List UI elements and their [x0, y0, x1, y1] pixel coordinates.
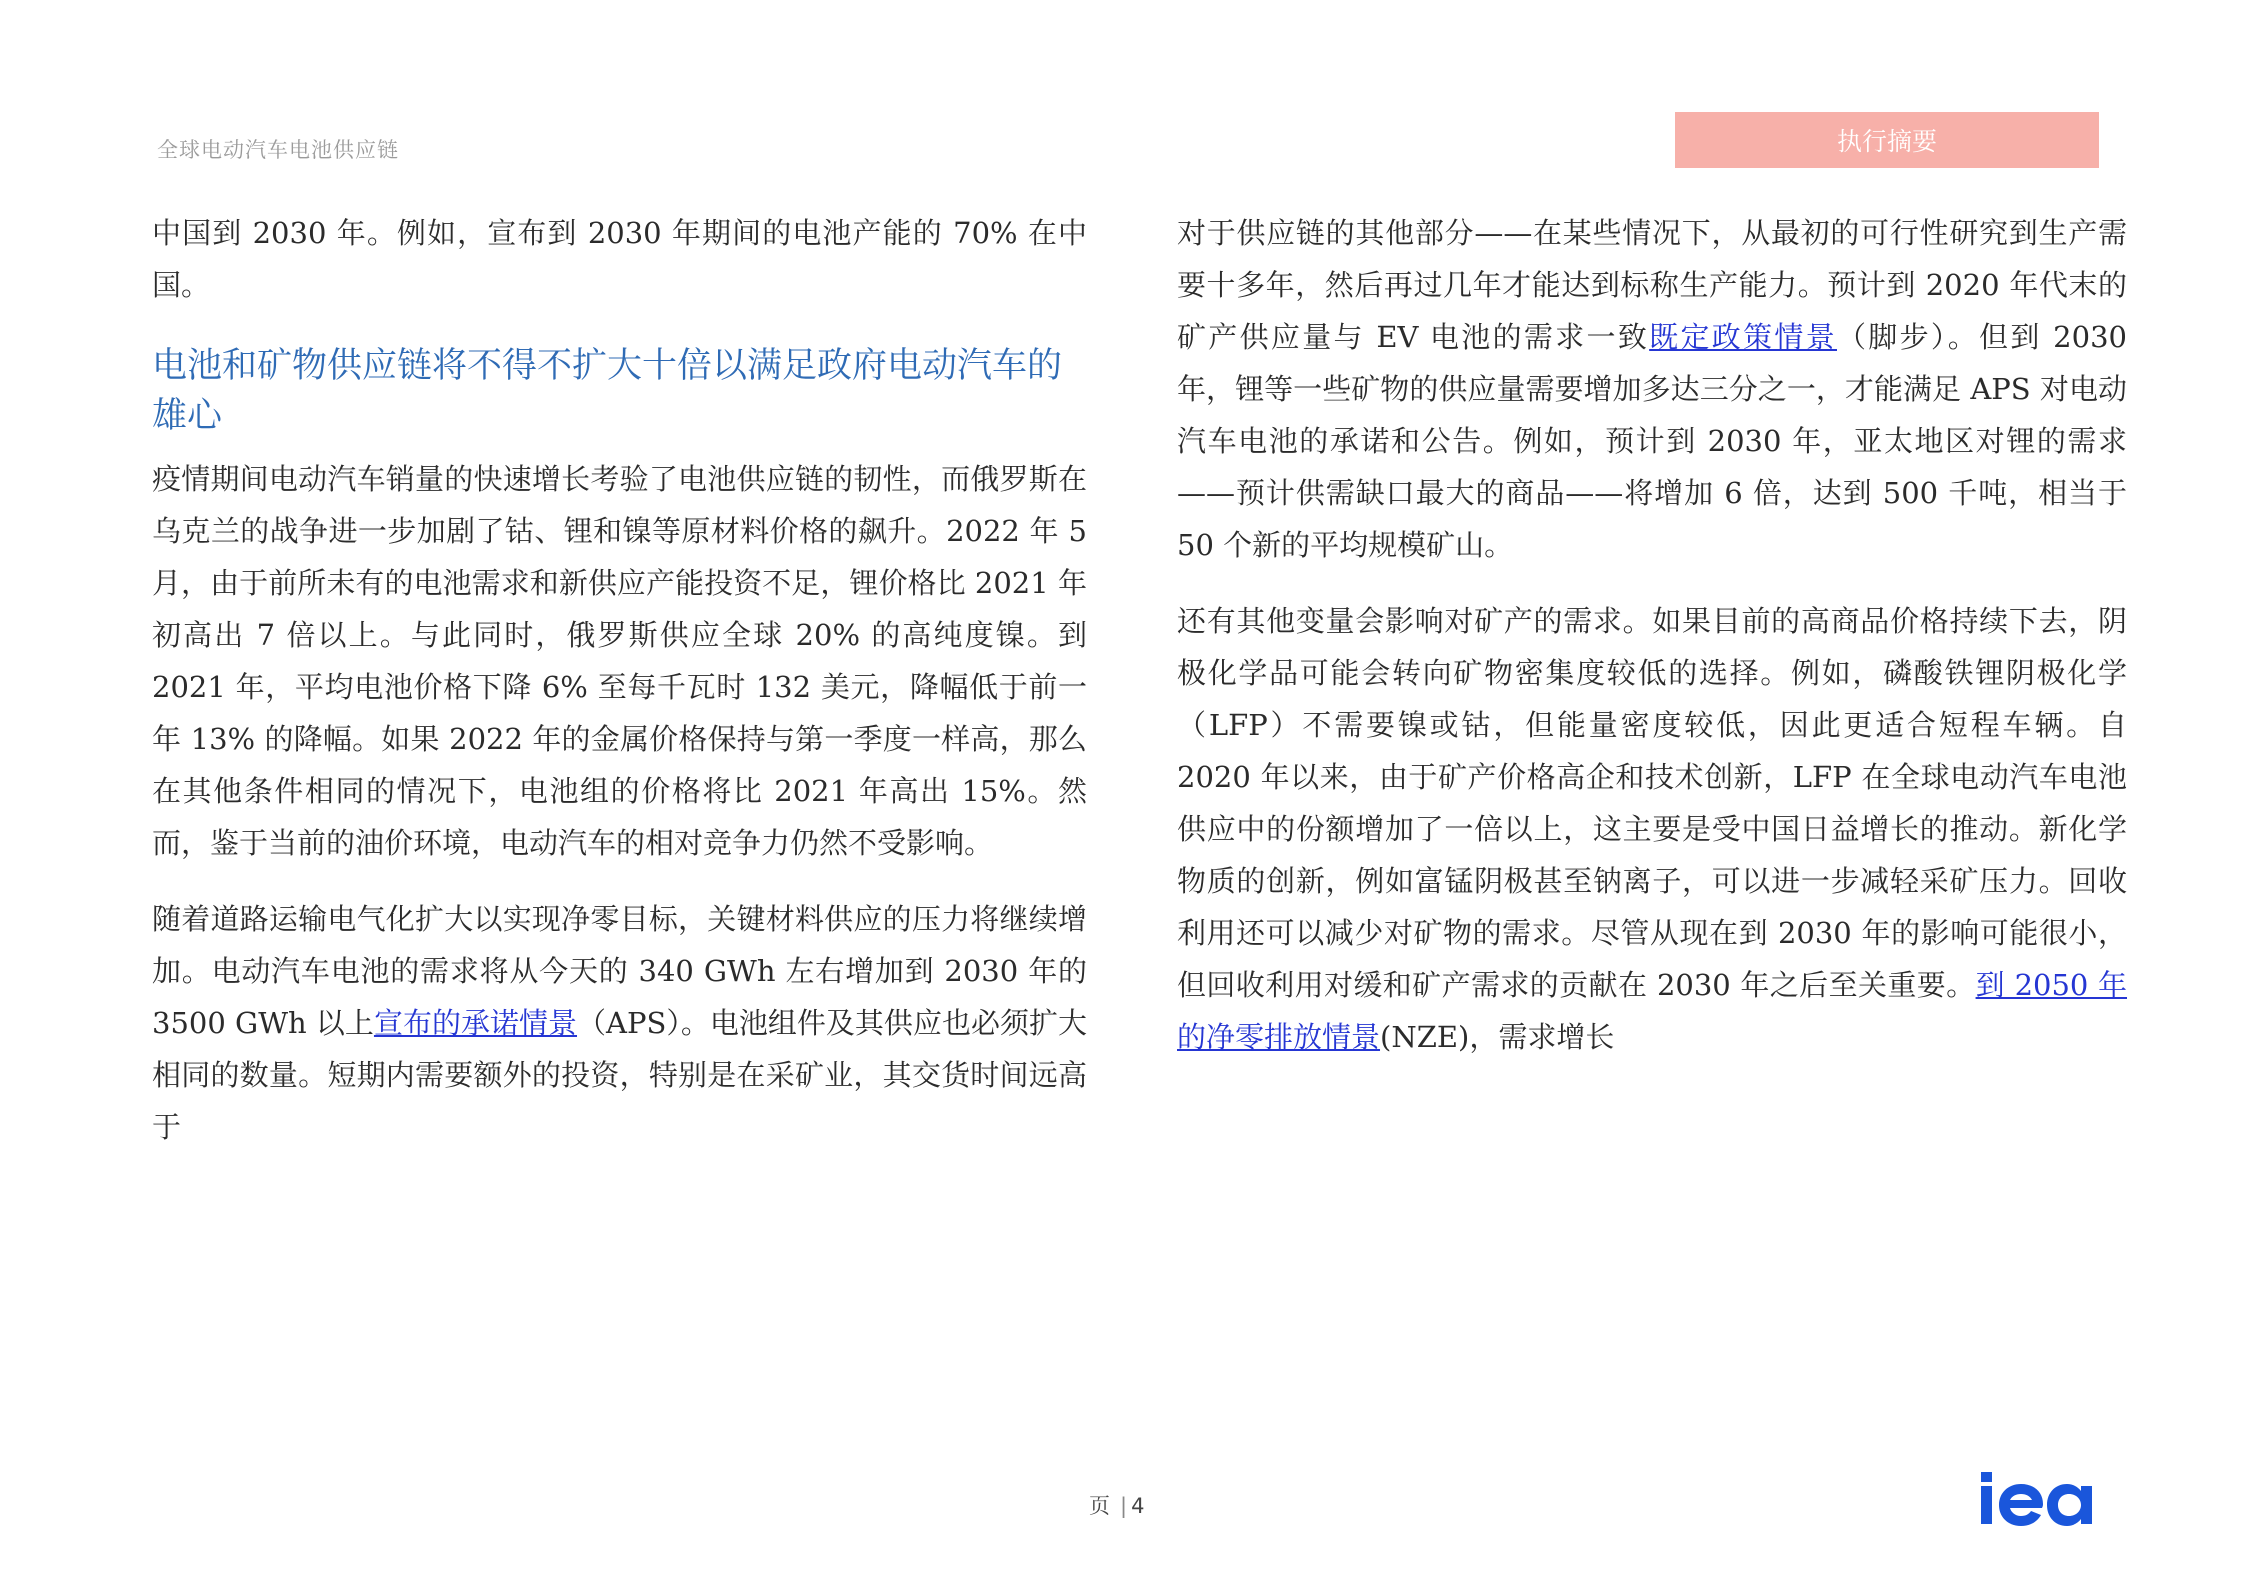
left-p3-text-before: 随着道路运输电气化扩大以实现净零目标，关键材料供应的压力将继续增加。电动汽车电池的需求将从今天的 340 GWh 左右增加到 2030 年的 3500 GWh 以上: [152, 902, 1087, 1040]
page-label: 页: [1089, 1494, 1110, 1518]
logo-letter-a: [2047, 1484, 2092, 1526]
section-tab: [1675, 112, 2099, 168]
section-heading: 电池和矿物供应链将不得不扩大十倍以满足政府电动汽车的雄心: [152, 346, 1063, 436]
aps-scenario-link[interactable]: 宣布的承诺情景: [373, 1006, 578, 1040]
right-paragraph-2: [1177, 595, 2127, 1063]
right-p1-text-after: （脚步）。但到 2030 年，锂等一些矿物的供应量需要增加多达三分之一，才能满足 APS 对电动汽车电池的承诺和公告。例如，预计到 2030 年，亚太地区对锂的需求——预计供需缺口最大的商品——将增加 6 倍，达到 500 千吨，相当于 50 个新的平均规模矿山。: [1177, 320, 2127, 562]
running-header-title: 全球电动汽车电池供应链: [157, 138, 399, 162]
nze-scenario-link[interactable]: 到 2050 年的净零排放情景: [1177, 968, 2127, 1054]
left-paragraph-2: 疫情期间电动汽车销量的快速增长考验了电池供应链的韧性，而俄罗斯在乌克兰的战争进一步加剧了钴、锂和镍等原材料价格的飙升。2022 年 5 月，由于前所未有的电池需求和新供应产能投资不足，锂价格比 2021 年初高出 7 倍以上。与此同时，俄罗斯供应全球 20% 的高纯度镍。到 2021 年，平均电池价格下降 6% 至每千瓦时 132 美元，降幅低于前一年 13% 的降幅。如果 2022 年的金属价格保持与第一季度一样高，那么在其他条件相同的情况下，电池组的价格将比 2021 年高出 15%。然而，鉴于当前的油价环境，电动汽车的相对竞争力仍然不受影响。: [152, 462, 1087, 860]
page-footer: [1089, 1490, 1144, 1520]
left-column: [152, 207, 1087, 1153]
right-column: [1177, 207, 2127, 1063]
right-p2-text-before: 还有其他变量会影响对矿产的需求。如果目前的高商品价格持续下去，阴极化学品可能会转向矿物密集度较低的选择。例如，磷酸铁锂阴极化学（LFP）不需要镍或钴，但能量密度较低，因此更适合短程车辆。自 2020 年以来，由于矿产价格高企和技术创新，LFP 在全球电动汽车电池供应中的份额增加了一倍以上，这主要是受中国日益增长的推动。新化学物质的创新，例如富锰阴极甚至钠离子，可以进一步减轻采矿压力。回收利用还可以减少对矿物的需求。尽管从现在到 2030 年的影响可能很小，但回收利用对缓和矿产需求的贡献在 2030 年之后至关重要。: [1177, 604, 2127, 1002]
section-tab-label: 执行摘要: [1836, 127, 1937, 156]
logo-letter-e: [1999, 1484, 2043, 1526]
page-separator: |: [1120, 1494, 1128, 1518]
right-p1-text-before: 对于供应链的其他部分——在某些情况下，从最初的可行性研究到生产需要十多年，然后再过几年才能达到标称生产能力。预计到 2020 年代末的矿产供应量与 EV 电池的需求一致: [1177, 216, 2127, 354]
iea-logo: [1981, 1470, 2105, 1526]
steps-scenario-link[interactable]: 既定政策情景: [1649, 320, 1837, 354]
right-p2-text-after: (NZE)，需求增长: [1380, 1020, 1615, 1054]
left-paragraph-3: [152, 893, 1087, 1153]
logo-letter-i-dot: [1981, 1472, 1992, 1482]
left-paragraph-1: 中国到 2030 年。例如，宣布到 2030 年期间的电池产能的 70% 在中国。: [152, 216, 1087, 302]
right-paragraph-1: [1177, 207, 2127, 571]
logo-letter-i: [1981, 1486, 1992, 1524]
page-number: 4: [1131, 1494, 1145, 1518]
left-p3-text-after: （APS）。电池组件及其供应也必须扩大相同的数量。短期内需要额外的投资，特别是在采矿业，其交货时间远高于: [152, 1006, 1087, 1144]
